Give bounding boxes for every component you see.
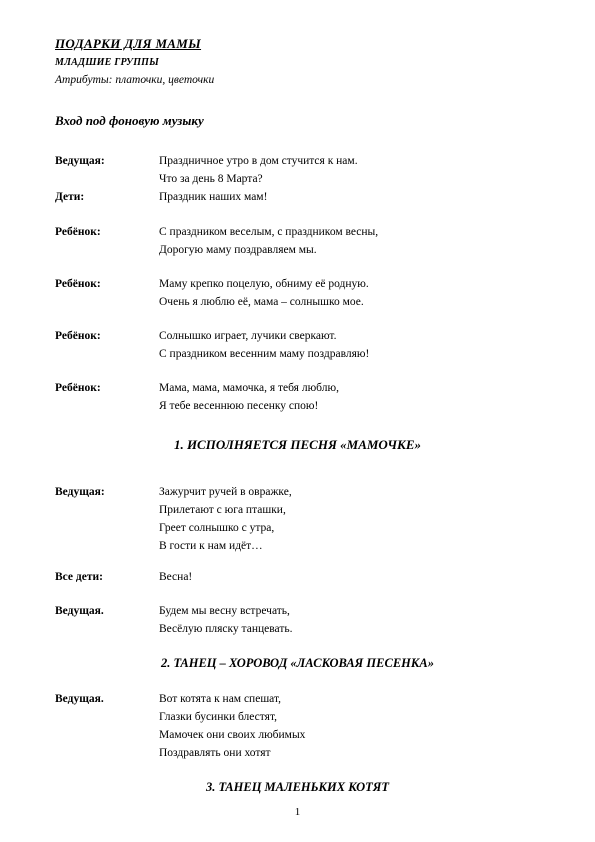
speech-line: Прилетают с юга пташки, [159, 504, 286, 516]
speech-lines [159, 188, 559, 206]
speaker-label: Ведущая: [55, 486, 105, 498]
speech-line: Праздник наших мам! [159, 191, 268, 203]
speech-lines [159, 379, 559, 415]
document-subtitle: МЛАДШИЕ ГРУППЫ [55, 57, 160, 68]
speech-line: С праздником весенним маму поздравляю! [159, 348, 370, 360]
speech-line: С праздником веселым, с праздником весны, [159, 226, 379, 238]
speech-line: Мама, мама, мамочка, я тебя люблю, [159, 382, 339, 394]
speech-lines [159, 223, 559, 259]
speech-line: Солнышко играет, лучики сверкают. [159, 330, 337, 342]
speaker-label: Ребёнок: [55, 226, 101, 238]
speech-line: Вот котята к нам спешат, [159, 693, 282, 705]
section-heading-dance: 2. ТАНЕЦ – ХОРОВОД «ЛАСКОВАЯ ПЕСЕНКА» [161, 656, 434, 670]
speech-line: Праздничное утро в дом стучится к нам. [159, 155, 358, 167]
attributes-note: Атрибуты: платочки, цветочки [55, 74, 215, 86]
speech-line: Я тебе весеннюю песенку спою! [159, 400, 319, 412]
speaker-label: Ведущая. [55, 693, 104, 705]
speech-line: Будем мы весну встречать, [159, 605, 290, 617]
speech-line: Что за день 8 Марта? [159, 173, 263, 185]
section-heading-song: 1. ИСПОЛНЯЕТСЯ ПЕСНЯ «МАМОЧКЕ» [173, 437, 422, 452]
speech-line: Мамочек они своих любимых [159, 729, 306, 741]
speech-line: Поздравлять они хотят [159, 747, 271, 759]
speaker-label: Ведущая: [55, 155, 105, 167]
speaker-label: Все дети: [55, 571, 103, 583]
speech-line: Очень я люблю её, мама – солнышко мое. [159, 296, 364, 308]
speech-lines [159, 602, 559, 638]
speech-lines [159, 275, 559, 311]
document-title: ПОДАРКИ ДЛЯ МАМЫ [55, 36, 202, 51]
speech-lines [159, 483, 559, 555]
section-heading-kittens: 3. ТАНЕЦ МАЛЕНЬКИХ КОТЯТ [205, 780, 390, 794]
speech-lines [159, 327, 559, 363]
speech-lines [159, 568, 559, 586]
page-number: 1 [294, 806, 301, 818]
speech-line: Глазки бусинки блестят, [159, 711, 277, 723]
speaker-label: Ребёнок: [55, 278, 101, 290]
speaker-label: Дети: [55, 191, 85, 203]
speech-line: Весна! [159, 571, 193, 583]
speech-lines [159, 690, 559, 762]
speech-line: Весёлую пляску танцевать. [159, 623, 293, 635]
speaker-label: Ребёнок: [55, 330, 101, 342]
entrance-direction: Вход под фоновую музыку [55, 113, 204, 128]
speech-line: Маму крепко поцелую, обниму её родную. [159, 278, 369, 290]
speaker-label: Ребёнок: [55, 382, 101, 394]
speech-line: Дорогую маму поздравляем мы. [159, 244, 317, 256]
speech-line: Греет солнышко с утра, [159, 522, 275, 534]
speech-line: Зажурчит ручей в овражке, [159, 486, 292, 498]
speech-lines [159, 152, 559, 188]
speech-line: В гости к нам идёт… [159, 540, 263, 552]
speaker-label: Ведущая. [55, 605, 104, 617]
